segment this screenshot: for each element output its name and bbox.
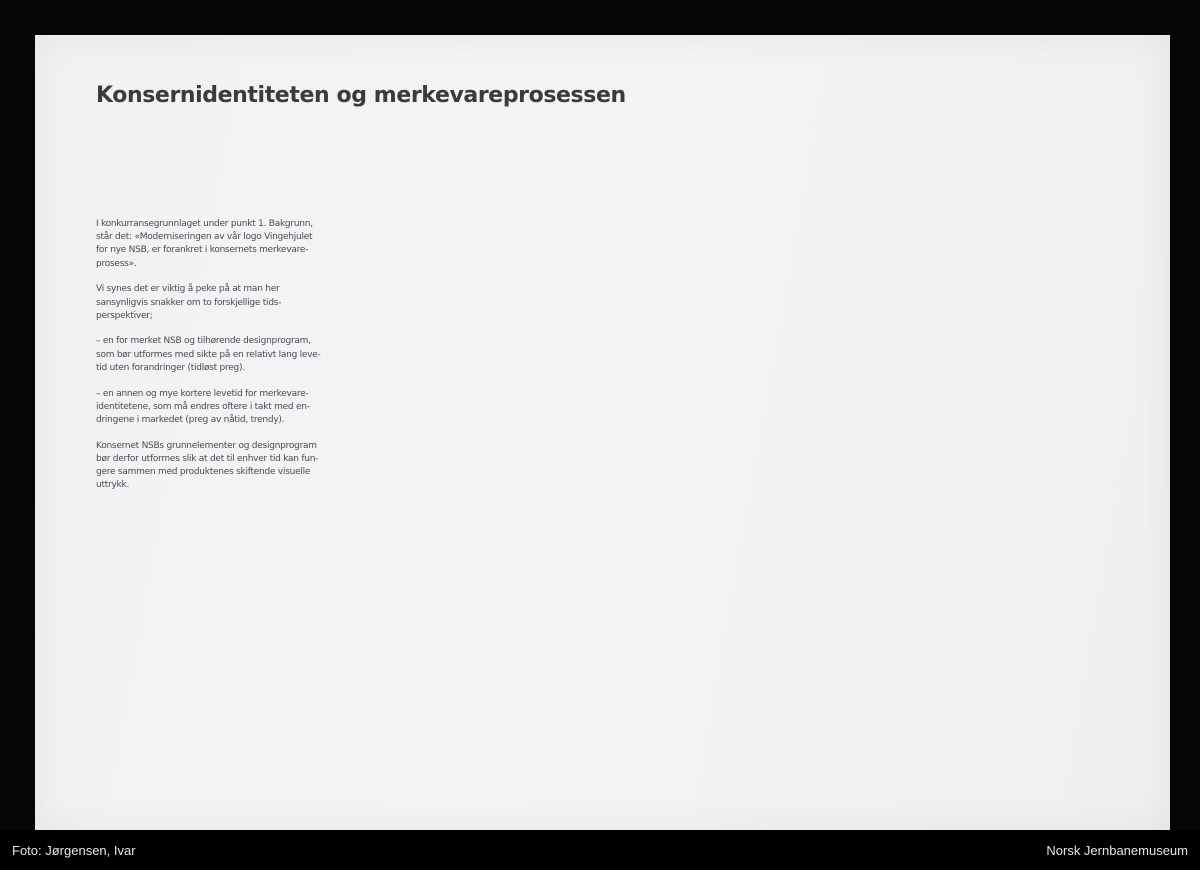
- text-line: for nye NSB, er forankret i konsernets merkevare-: [96, 245, 309, 256]
- museum-credit: Norsk Jernbanemuseum: [1046, 843, 1188, 858]
- caption-bar: [0, 830, 1200, 870]
- paragraph-brand-nsb: [96, 335, 376, 375]
- text-line: Vi synes det er viktig å peke på at man her: [96, 284, 280, 295]
- slide-title: Konsernidentiteten og merkevareprosessen: [96, 83, 626, 108]
- text-line: gere sammen med produktenes skiftende visuelle: [96, 467, 311, 478]
- text-line: – en annen og mye kortere levetid for merkevare-: [96, 388, 309, 399]
- slide-body: [96, 218, 376, 505]
- text-line: sansynligvis snakker om to forskjellige tids-: [96, 297, 282, 308]
- text-line: dringene i markedet (preg av nåtid, trendy).: [96, 414, 285, 425]
- photo-credit: Foto: Jørgensen, Ivar: [12, 843, 136, 858]
- text-line: identitetene, som må endres oftere i takt med en-: [96, 401, 310, 412]
- text-line: prosess».: [96, 258, 137, 269]
- text-line: I konkurransegrunnlaget under punkt 1. Bakgrunn,: [96, 219, 313, 229]
- text-line: perspektiver;: [96, 310, 153, 321]
- text-line: – en for merket NSB og tilhørende designprogram,: [96, 336, 311, 347]
- text-line: bør derfor utformes slik at det til enhver tid kan fun-: [96, 453, 319, 464]
- paragraph-time-perspectives: [96, 283, 376, 323]
- paragraph-conclusion: [96, 440, 376, 493]
- slide: [35, 35, 1170, 830]
- text-line: Konsernet NSBs grunnelementer og designprogram: [96, 440, 317, 451]
- paragraph-brand-identities: [96, 388, 376, 428]
- paragraph-background: [96, 218, 376, 271]
- text-line: står det: «Moderniseringen av vår logo Vingehjulet: [96, 232, 313, 243]
- text-line: som bør utformes med sikte på en relativt lang leve-: [96, 349, 321, 360]
- text-line: tid uten forandringer (tidløst preg).: [96, 362, 245, 373]
- text-line: uttrykk.: [96, 480, 130, 491]
